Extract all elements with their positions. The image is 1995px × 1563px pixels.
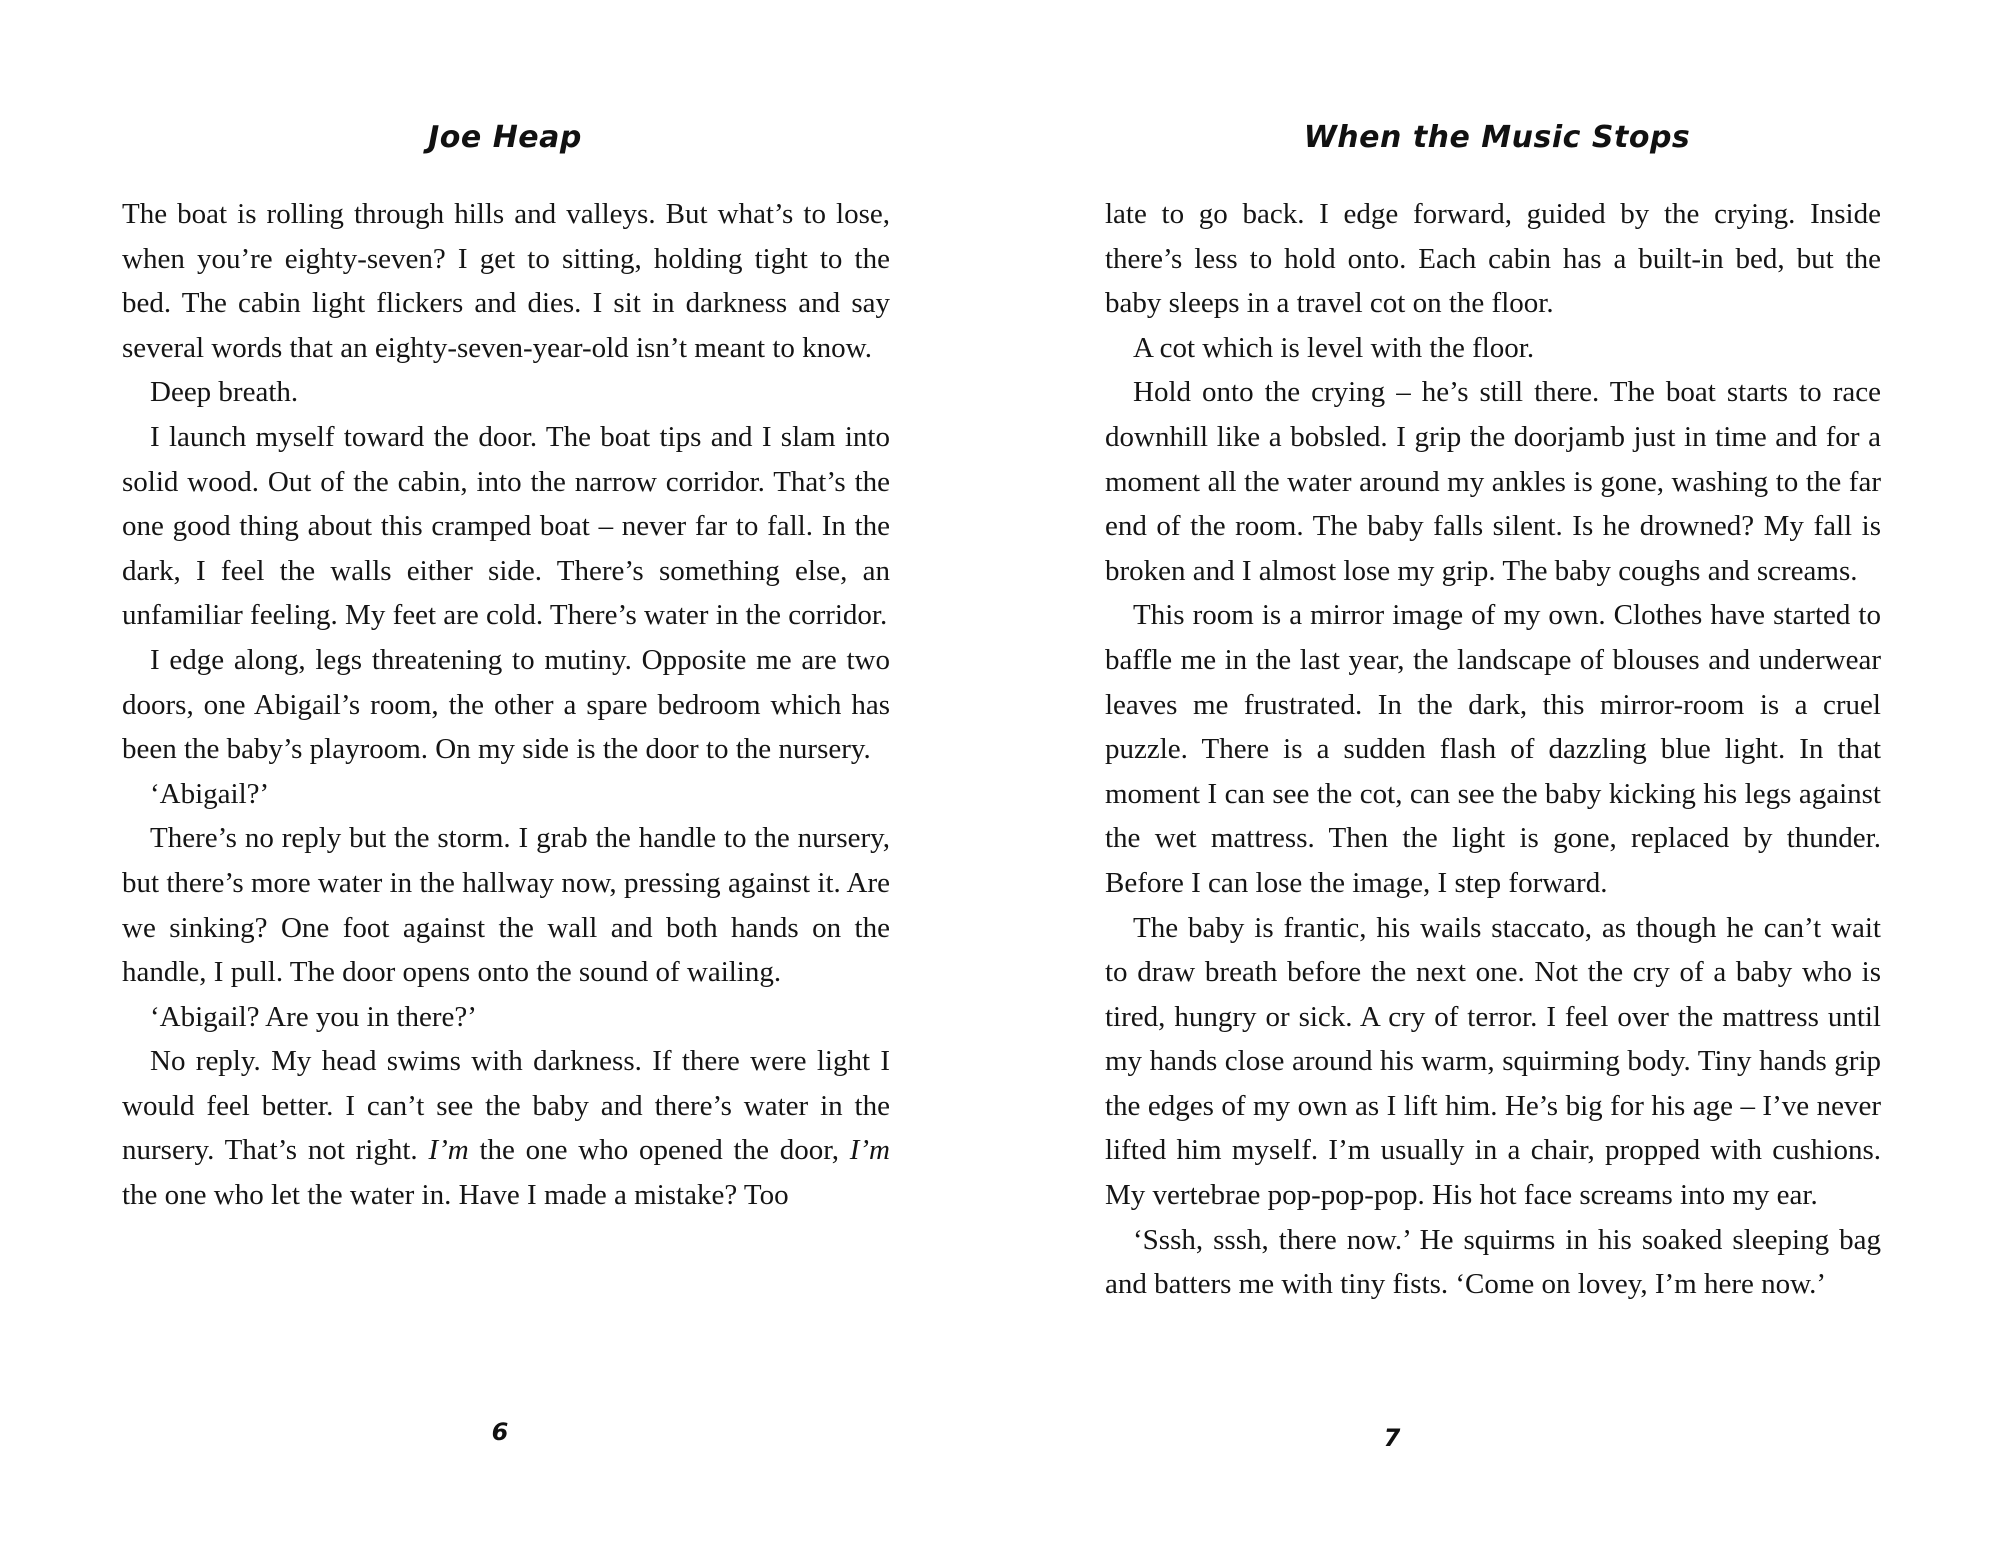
- paragraph: ‘Sssh, sssh, there now.’ He squirms in his soaked sleeping bag and batters me with tiny fists. ‘Come on lovey, I’m here now.’: [1105, 1223, 1881, 1301]
- paragraph: ‘Abigail?’: [150, 777, 270, 810]
- paragraph-with-emphasis: [122, 1039, 890, 1217]
- right-page-body: [1105, 192, 1881, 1307]
- page-number: 7: [1383, 1424, 1401, 1452]
- left-page: [0, 0, 997, 1563]
- paragraph: Deep breath.: [150, 376, 299, 409]
- paragraph: ‘Abigail? Are you in there?’: [150, 1000, 477, 1033]
- paragraph: The boat is rolling through hills and valleys. But what’s to lose, when you’re eighty-seven? I get to sitting, holding tight to the bed. The cabin light flickers and dies. I sit in darkness and say several words that an eighty-seven-year-old isn’t meant to know.: [122, 198, 890, 364]
- page-number: 6: [491, 1418, 509, 1446]
- paragraph: A cot which is level with the floor.: [1133, 331, 1535, 364]
- left-page-body: [122, 192, 890, 1218]
- text-run: the one who let the water in. Have I made a mistake? Too: [122, 1179, 789, 1212]
- author-running-head: Joe Heap: [428, 120, 582, 155]
- paragraph: I launch myself toward the door. The boat tips and I slam into solid wood. Out of the cabin, into the narrow corridor. That’s the one good thing about this cramped boat – never far to fall. In the dark, I feel the walls either side. There’s something else, an unfamiliar feeling. My feet are cold. There’s water in the corridor.: [122, 420, 890, 632]
- emphasis: I’m: [849, 1134, 890, 1167]
- paragraph: The baby is frantic, his wails staccato, as though he can’t wait to draw breath before the next one. Not the cry of a baby who is tired, hungry or sick. A cry of terror. I feel over the mattress until my hands close around his warm, squirming body. Tiny hands grip the edges of my own as I lift him. He’s big for his age – I’ve never lifted him myself. I’m usually in a chair, propped with cushions. My vertebrae pop-pop-pop. His hot face screams into my ear.: [1105, 911, 1881, 1212]
- title-running-head: When the Music Stops: [1303, 120, 1691, 155]
- paragraph: Hold onto the crying – he’s still there. The boat starts to race downhill like a bobsled. I grip the doorjamb just in time and for a moment all the water around my ankles is gone, washing to the far end of the room. The baby falls silent. Is he drowned? My fall is broken and I almost lose my grip. The baby coughs and screams.: [1105, 376, 1881, 587]
- emphasis: I’m: [428, 1134, 469, 1167]
- right-page: [997, 0, 1995, 1563]
- paragraph: late to go back. I edge forward, guided by the crying. Inside there’s less to hold onto. Each cabin has a built-in bed, but the baby sleeps in a travel cot on the floor.: [1105, 198, 1881, 320]
- paragraph: This room is a mirror image of my own. Clothes have started to baffle me in the last year, the landscape of blouses and underwear leaves me frustrated. In the dark, this mirror-room is a cruel puzzle. There is a sudden flash of dazzling blue light. In that moment I can see the cot, can see the baby kicking his legs against the wet mattress. Then the light is gone, replaced by thunder. Before I can lose the image, I step forward.: [1105, 599, 1881, 899]
- text-run: No reply. My head swims with darkness. If there were light I would feel better. I can’t see the baby and there’s water in the nursery. That’s not right.: [122, 1045, 890, 1167]
- paragraph: There’s no reply but the storm. I grab the handle to the nursery, but there’s more water in the hallway now, pressing against it. Are we sinking? One foot against the wall and both hands on the handle, I pull. The door opens onto the sound of wailing.: [122, 822, 890, 989]
- text-run: the one who opened the door,: [468, 1134, 850, 1167]
- paragraph: I edge along, legs threatening to mutiny. Opposite me are two doors, one Abigail’s room, the other a spare bedroom which has been the baby’s playroom. On my side is the door to the nursery.: [122, 643, 890, 766]
